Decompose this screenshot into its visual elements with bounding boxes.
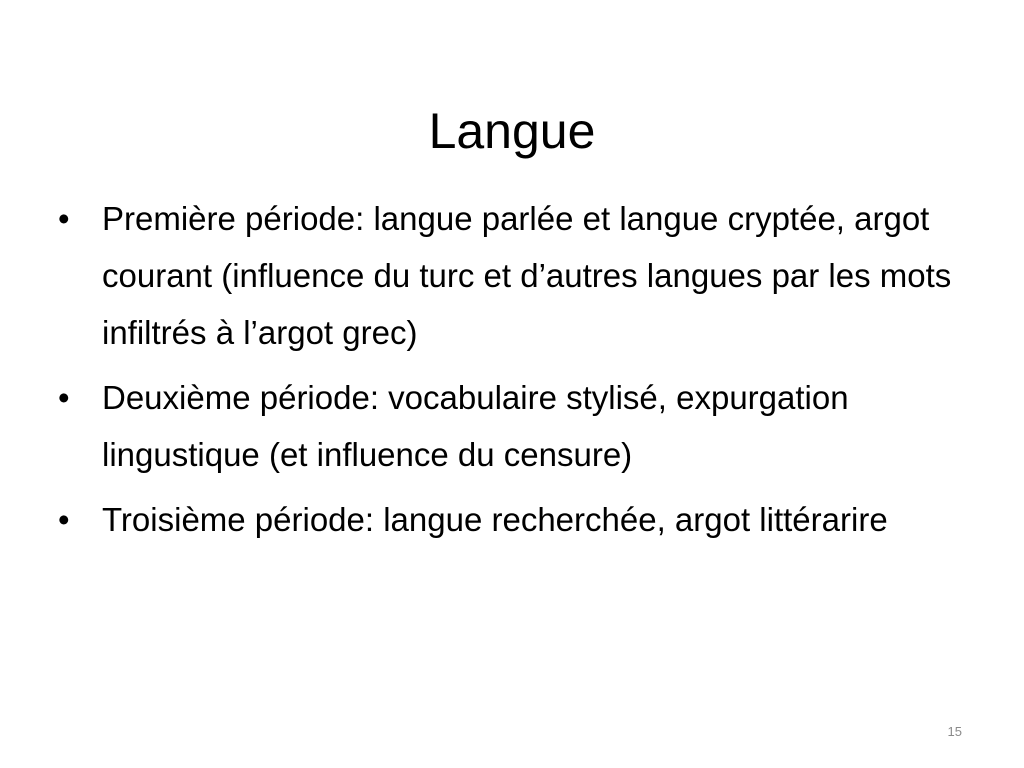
bullet-text: Troisième période: langue recherchée, argot littérarire [102,501,888,538]
slide-title: Langue [428,102,596,159]
bullet-item-3 [58,491,958,548]
bullet-text: Deuxième période: vocabulaire stylisé, expurgation lingustique (et influence du censure) [102,379,849,473]
bullet-item-2 [58,369,958,483]
bullet-text: Première période: langue parlée et langue cryptée, argot courant (influence du turc et d’autres langues par les mots infiltrés à l’argot grec) [102,200,952,351]
bullet-dot-icon: • [58,379,70,416]
bullet-dot-icon: • [58,200,70,237]
bullet-list [58,190,958,556]
page-number: 15 [947,724,962,739]
bullet-item-1 [58,190,958,361]
bullet-dot-icon: • [58,501,70,538]
